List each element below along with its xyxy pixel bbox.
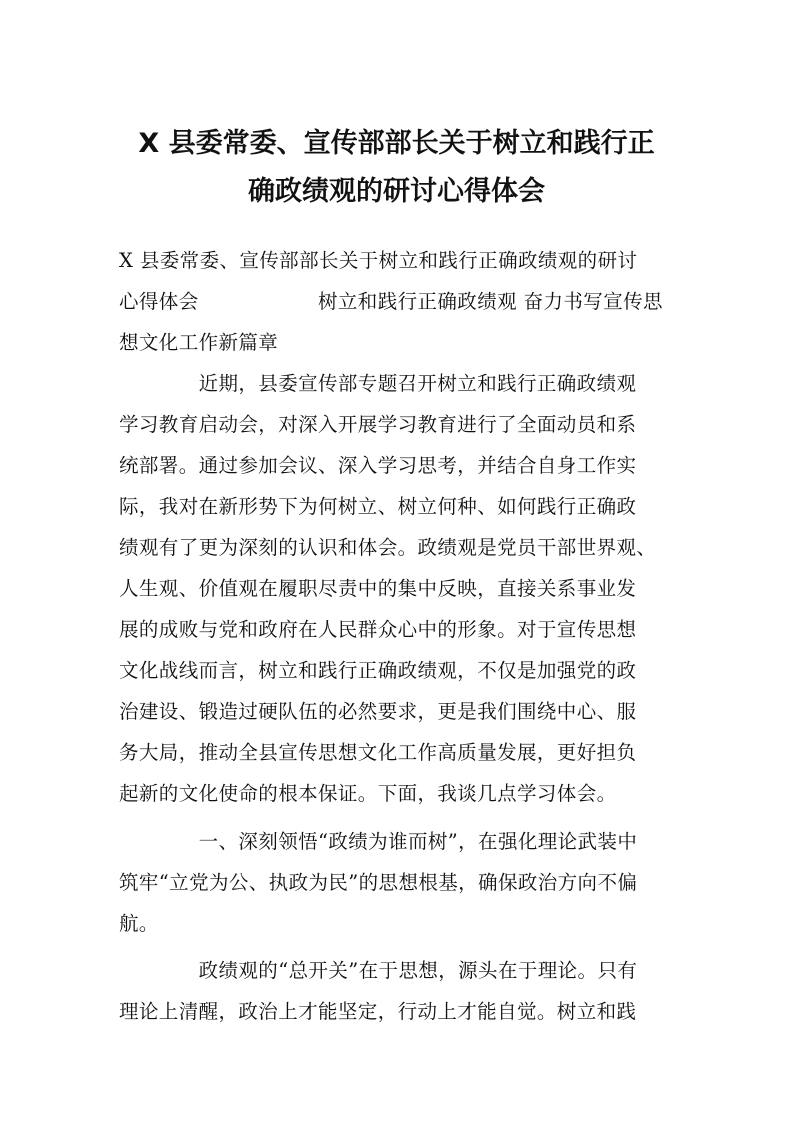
body-line-13: 务大局，推动全县宣传思想文化工作高质量发展，更好担负 [119, 741, 637, 764]
body-line-16: 筑牢“立党为公、执政为民”的思想根基，确保政治方向不偏 [119, 871, 638, 894]
body-line-5: 学习教育启动会，对深入开展学习教育进行了全面动员和系 [119, 413, 637, 436]
body-line-3: 想文化工作新篇章 [119, 331, 279, 354]
document-title-line-2: 确政绩观的研讨心得体会 [248, 176, 545, 207]
body-line-1: X 县委常委、宣传部部长关于树立和践行正确政绩观的研讨 [119, 249, 638, 272]
body-line-4: 近期，县委宣传部专题召开树立和践行正确政绩观 [119, 372, 637, 395]
body-line-18: 政绩观的“总开关”在于思想，源头在于理论。只有 [119, 959, 638, 982]
body-line-11: 文化战线而言，树立和践行正确政绩观，不仅是加强党的政 [119, 659, 637, 682]
body-line-7: 际，我对在新形势下为何树立、树立何种、如何践行正确政 [119, 495, 637, 518]
body-line-12: 治建设、锻造过硬队伍的必然要求，更是我们围绕中心、服 [119, 700, 637, 723]
body-line-15: 一、深刻领悟“政绩为谁而树”，在强化理论武装中 [119, 830, 638, 853]
body-line-14: 起新的文化使命的根本保证。下面，我谈几点学习体会。 [119, 782, 617, 805]
document-title-line-1: X 县委常委、宣传部部长关于树立和践行正 [138, 128, 655, 159]
body-line-9: 人生观、价值观在履职尽责中的集中反映，直接关系事业发 [119, 577, 637, 600]
body-line-17: 航。 [119, 912, 159, 935]
body-line-2: 心得体会 树立和践行正确政绩观 奋力书写宣传思 [119, 290, 663, 313]
body-line-6: 统部署。通过参加会议、深入学习思考，并结合自身工作实 [119, 454, 637, 477]
body-line-8: 绩观有了更为深刻的认识和体会。政绩观是党员干部世界观、 [119, 536, 657, 559]
body-line-19: 理论上清醒，政治上才能坚定，行动上才能自觉。树立和践 [119, 1000, 637, 1023]
body-line-10: 展的成败与党和政府在人民群众心中的形象。对于宣传思想 [119, 618, 637, 641]
